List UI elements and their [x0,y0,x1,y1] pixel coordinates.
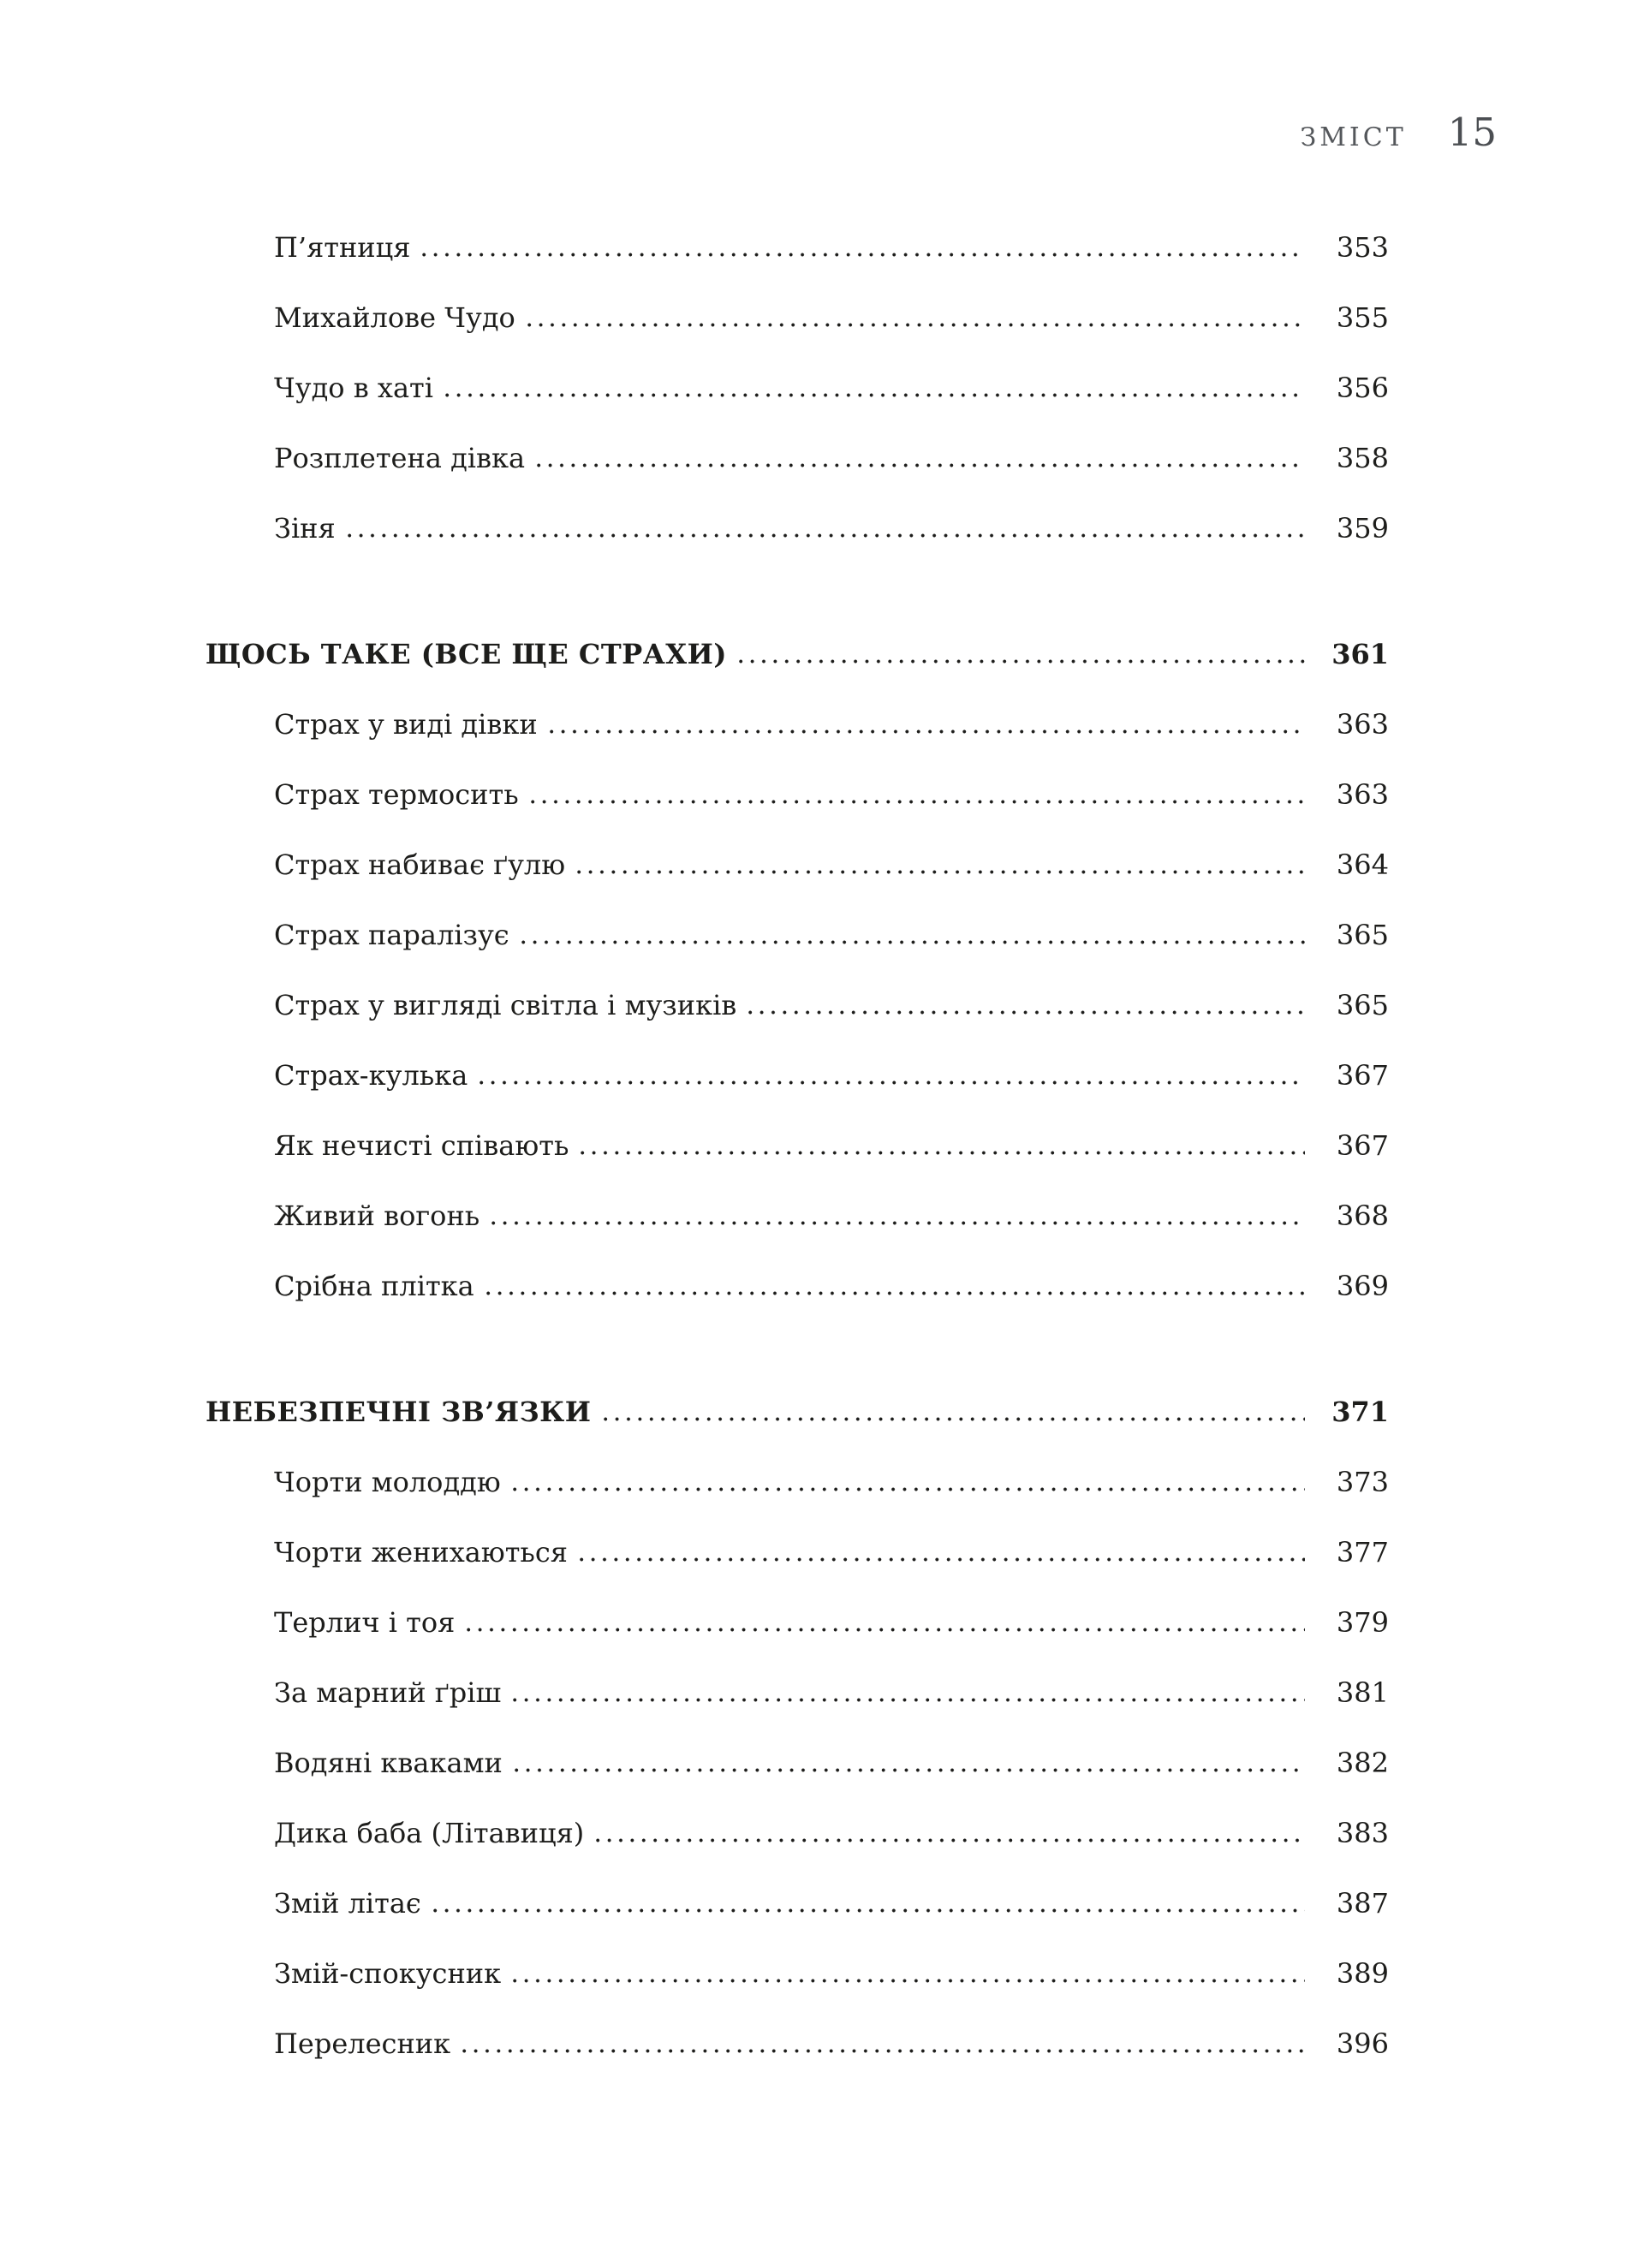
toc-entry-row[interactable] [206,900,1389,970]
toc-entry-row[interactable] [206,689,1389,759]
toc-entry-title: Зіня [274,512,336,545]
toc-page-number: 363 [1336,708,1389,741]
toc-page-number: 381 [1336,1676,1389,1709]
toc-entry-title: Страх набиває ґулю [274,848,566,881]
toc-entry-title: Терлич і тоя [274,1606,456,1639]
toc-entry-row[interactable] [206,1517,1389,1587]
toc-page-number: 369 [1336,1270,1389,1302]
toc-entry-row[interactable] [206,1868,1389,1938]
dot-leader [550,729,1305,734]
toc-entry-title: Михайлове Чудо [274,301,515,334]
running-header-title: ЗМІСТ [1300,122,1407,152]
dot-leader [491,1221,1305,1225]
toc-entry-row[interactable] [206,353,1389,423]
dot-leader [513,1698,1305,1702]
dot-leader [604,1417,1305,1421]
toc-entry-title: Чорти молоддю [274,1466,501,1498]
toc-entry-title: Чудо в хаті [274,372,433,404]
toc-entry-title: Срібна плітка [274,1270,474,1302]
toc-page-number: 355 [1336,301,1389,334]
toc-entry-row[interactable] [206,970,1389,1040]
dot-leader [577,870,1305,874]
dot-leader [537,463,1305,467]
toc-entry-title: Як нечисті співають [274,1129,569,1162]
toc-page-number: 368 [1336,1199,1389,1232]
toc-entry-row[interactable] [206,1181,1389,1251]
dot-leader [467,1628,1305,1632]
toc-entry-row[interactable] [206,493,1389,563]
toc-page-number: 365 [1336,989,1389,1021]
toc-section-title: ЩОСЬ ТАКЕ (ВСЕ ЩЕ СТРАХИ) [206,638,727,670]
toc-entry-title: Перелесник [274,2027,451,2060]
toc-page-number: 367 [1336,1129,1389,1162]
toc-entry-row[interactable] [206,1040,1389,1110]
toc-page-number: 387 [1336,1887,1389,1920]
toc-entry-row[interactable] [206,1658,1389,1728]
dot-leader [513,1487,1305,1491]
dot-leader [480,1080,1305,1085]
dot-leader [515,1768,1305,1772]
toc-entry-title: Змій літає [274,1887,421,1920]
toc-entry-title: Чорти женихаються [274,1536,568,1569]
dot-leader [348,533,1305,538]
toc-entry-title: Страх у вигляді світла і музиків [274,989,737,1021]
dot-leader [462,2049,1305,2053]
dot-leader [748,1010,1305,1015]
page-number-folio: 15 [1447,110,1497,155]
toc-page-number: 396 [1336,2027,1389,2060]
toc-entry-row[interactable] [206,1251,1389,1321]
toc-entry-title: Страх паралізує [274,919,509,951]
toc-page-number: 359 [1336,512,1389,545]
toc-entry-title: Страх-кулька [274,1059,468,1092]
toc-page-number: 371 [1331,1396,1389,1428]
toc-page-number: 356 [1336,372,1389,404]
toc-page-number: 383 [1336,1817,1389,1849]
toc-page-number: 364 [1336,848,1389,881]
toc-entry-row[interactable] [206,283,1389,353]
toc-entry-row[interactable] [206,759,1389,830]
toc-entry-row[interactable] [206,1728,1389,1798]
toc-entry-row[interactable] [206,1587,1389,1658]
toc-entry-title: Водяні кваками [274,1747,503,1779]
toc-entry-row[interactable] [206,830,1389,900]
toc-page-number: 363 [1336,778,1389,811]
dot-leader [445,393,1305,397]
toc-entry-title: Змій-спокусник [274,1957,502,1990]
dot-leader [521,940,1305,944]
toc-entry-row[interactable] [206,423,1389,493]
toc-page-number: 389 [1336,1957,1389,1990]
toc-section-title: НЕБЕЗПЕЧНІ ЗВ’ЯЗКИ [206,1396,592,1428]
toc-entry-title: Живий вогонь [274,1199,480,1232]
dot-leader [527,323,1305,327]
toc-entry-title: Розплетена дівка [274,442,526,474]
toc-entry-row[interactable] [206,1938,1389,2009]
dot-leader [531,800,1305,804]
toc-entry-row[interactable] [206,2009,1389,2079]
toc-entry-title: Страх у виді дівки [274,708,538,741]
dot-leader [580,1557,1305,1562]
dot-leader [433,1908,1305,1913]
toc-entry-title: П’ятниця [274,231,411,264]
toc-page-number: 361 [1331,638,1389,670]
toc-page-number: 353 [1336,231,1389,264]
toc-entry-row[interactable] [206,1798,1389,1868]
toc-entry-row[interactable] [206,212,1389,283]
dot-leader [513,1979,1305,1983]
running-header [1301,110,1498,155]
dot-leader [581,1151,1305,1155]
toc-entry-title: Страх термосить [274,778,519,811]
toc-entry-title: За марний ґріш [274,1676,502,1709]
toc-section-row[interactable] [206,619,1389,689]
toc-page-number: 377 [1336,1536,1389,1569]
toc-page-number: 358 [1336,442,1389,474]
dot-leader [486,1291,1305,1295]
toc-page-number: 373 [1336,1466,1389,1498]
toc-entry-title: Дика баба (Літавиця) [274,1817,585,1849]
dot-leader [596,1838,1305,1842]
toc-page-number: 382 [1336,1747,1389,1779]
table-of-contents [206,212,1389,2079]
dot-leader [422,253,1305,257]
toc-entry-row[interactable] [206,1110,1389,1181]
toc-page-number: 379 [1336,1606,1389,1639]
toc-page-number: 367 [1336,1059,1389,1092]
dot-leader [739,659,1305,664]
toc-section-row[interactable] [206,1377,1389,1447]
toc-entry-row[interactable] [206,1447,1389,1517]
toc-page-number: 365 [1336,919,1389,951]
